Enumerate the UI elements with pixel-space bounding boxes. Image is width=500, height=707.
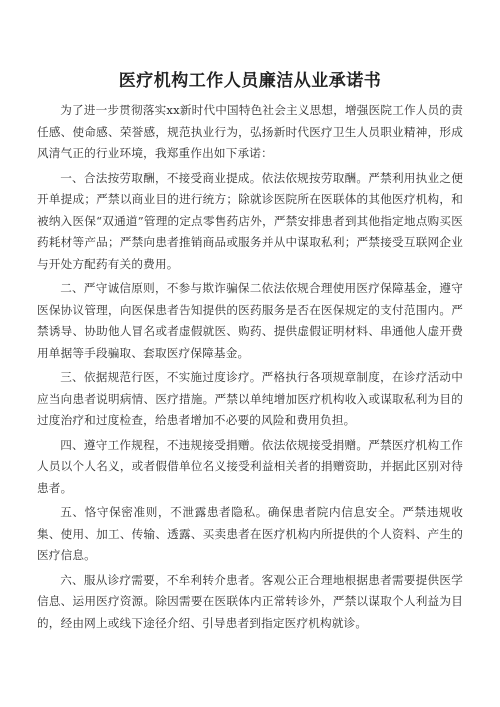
pledge-paragraph-6: 六、服从诊疗需要，不牟利转介患者。客观公正合理地根据患者需要提供医学信息、运用医疗资源。除因需要在医联体内正常转诊外，严禁以谋取个人利益为目的，经由网上或线下途径介绍、引导患者到指定医疗机构就诊。 [37,572,463,630]
pledge-paragraph-1: 一、合法按劳取酬，不接受商业提成。依法依规按劳取酬。严禁利用执业之便开单提成；严禁以商业目的进行统方；除就诊医院所在医联体的其他医疗机构，和被纳入医保“双通道”管理的定点零售药店外，严禁安排患者到其他指定地点购买医药耗材等产品；严禁向患者推销商品或服务并从中谋取私利；严禁接受互联网企业与开处方配药有关的费用。 [37,170,463,271]
pledge-paragraph-4: 四、遵守工作规程，不违规接受捐赠。依法依规接受捐赠。严禁医疗机构工作人员以个人名义，或者假借单位名义接受利益相关者的捐赠资助，并据此区别对待患者。 [37,437,463,495]
document-body [37,100,463,634]
document-title: 医疗机构工作人员廉洁从业承诺书 [118,71,382,91]
pledge-paragraph-2: 二、严守诚信原则，不参与欺诈骗保二依法依规合理使用医疗保障基金，遵守医保协议管理，向医保患者告知提供的医药服务是否在医保规定的支付范围内。严禁诱导、协助他人冒名或者虚假就医、购药、提供虚假证明材料、串通他人虚开费用单据等手段骗取、套取医疗保障基金。 [37,281,463,360]
pledge-paragraph-3: 三、依据规范行医，不实施过度诊疗。严格执行各项规章制度，在诊疗活动中应当向患者说明病情、医疗措施。严禁以单纯增加医疗机构收入或谋取私利为目的过度治疗和过度检查，给患者增加不必要的风险和费用负担。 [37,370,463,427]
pledge-paragraph-5: 五、恪守保密准则，不泄露患者隐私。确保患者院内信息安全。严禁违规收集、使用、加工、传输、透露、买卖患者在医疗机构内所提供的个人资料、产生的医疗信息。 [37,505,463,562]
intro-paragraph: 为了进一步贯彻落实xx新时代中国特色社会主义思想，增强医院工作人员的责任感、使命感、荣誉感，规范执业行为，弘扬新时代医疗卫生人员职业精神，形成风清气正的行业环境，我郑重作出如下承诺： [37,103,463,160]
